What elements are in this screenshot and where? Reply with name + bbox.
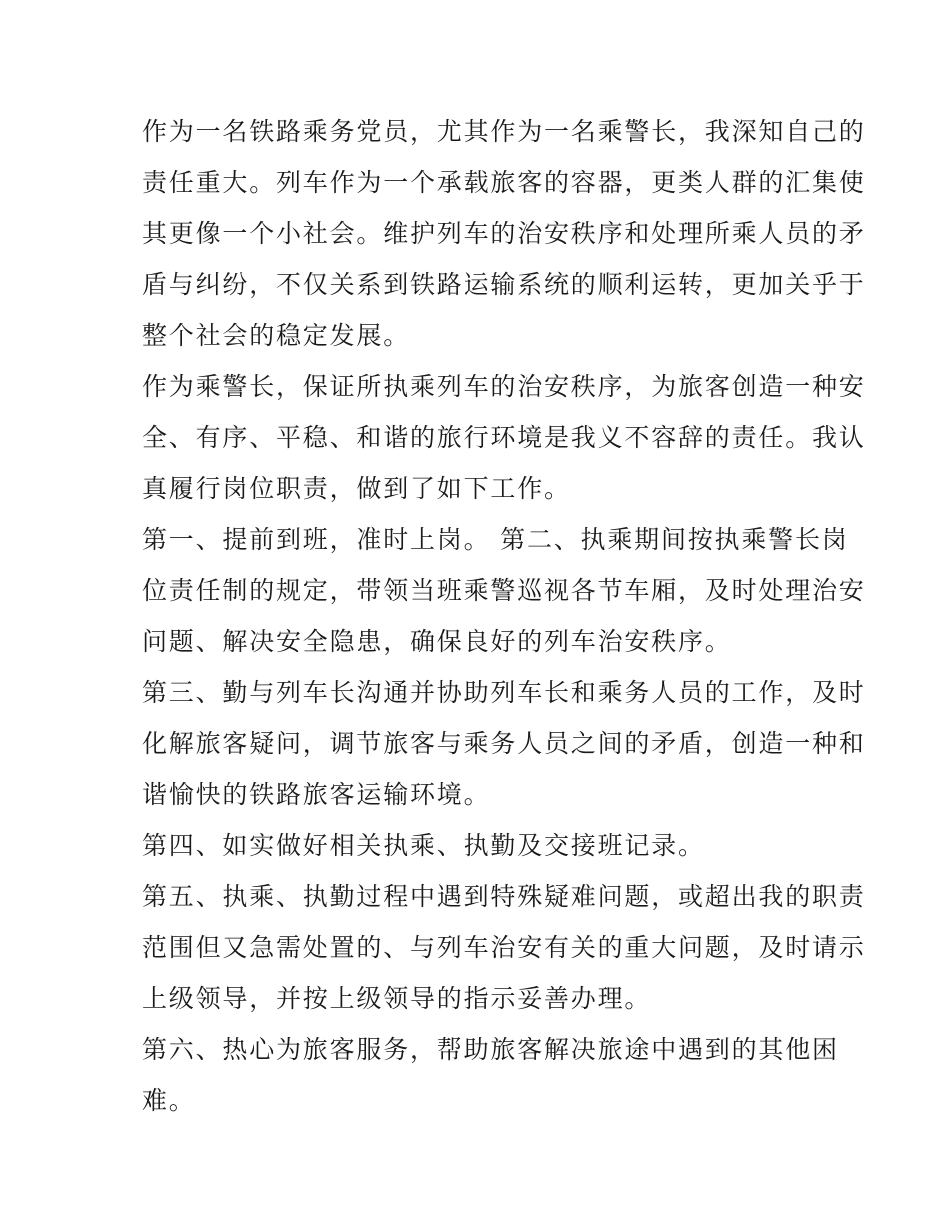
- text-line: 范围但又急需处置的、与列车治安有关的重大问题，及时请示: [142, 933, 866, 962]
- text-line: 整个社会的稳定发展。: [142, 321, 411, 350]
- text-line: 责任重大。列车作为一个承载旅客的容器，更类人群的汇集使: [142, 168, 866, 197]
- text-line: 盾与纠纷，不仅关系到铁路运输系统的顺利运转，更加关乎于: [142, 270, 866, 299]
- paragraph-5: [142, 820, 818, 871]
- paragraph-3: [142, 514, 866, 667]
- text-line: 位责任制的规定，带领当班乘警巡视各节车厢，及时处理治安: [142, 576, 866, 605]
- text-line: 问题、解决安全隐患，确保良好的列车治安秩序。: [142, 627, 732, 656]
- text-line: 真履行岗位职责，做到了如下工作。: [142, 474, 571, 503]
- text-line: 化解旅客疑问，调节旅客与乘务人员之间的矛盾，创造一种和: [142, 729, 866, 758]
- text-line: 全、有序、平稳、和谐的旅行环境是我义不容辞的责任。我认: [142, 423, 866, 452]
- text-line: 第六、热心为旅客服务，帮助旅客解决旅途中遇到的其他困: [142, 1035, 839, 1064]
- text-line: 第三、勤与列车长沟通并协助列车长和乘务人员的工作，及时: [142, 678, 866, 707]
- text-line: 难。: [142, 1086, 196, 1115]
- paragraph-7: [142, 1024, 839, 1126]
- text-line: 作为一名铁路乘务党员，尤其作为一名乘警长，我深知自己的: [142, 117, 866, 146]
- document-body: [142, 106, 866, 1126]
- paragraph-2: [142, 361, 866, 514]
- text-line: 其更像一个小社会。维护列车的治安秩序和处理所乘人员的矛: [142, 219, 866, 248]
- text-line: 第四、如实做好相关执乘、执勤及交接班记录。: [142, 831, 705, 860]
- text-line: 第五、执乘、执勤过程中遇到特殊疑难问题，或超出我的职责: [142, 882, 866, 911]
- text-line: 上级领导，并按上级领导的指示妥善办理。: [142, 984, 652, 1013]
- paragraph-4: [142, 667, 866, 820]
- text-line: 谐愉快的铁路旅客运输环境。: [142, 780, 491, 809]
- paragraph-1: [142, 106, 866, 361]
- text-line: 作为乘警长，保证所执乘列车的治安秩序，为旅客创造一种安: [142, 372, 866, 401]
- paragraph-6: [142, 871, 866, 1024]
- text-line: 第一、提前到班，准时上岗。 第二、执乘期间按执乘警长岗: [142, 525, 849, 554]
